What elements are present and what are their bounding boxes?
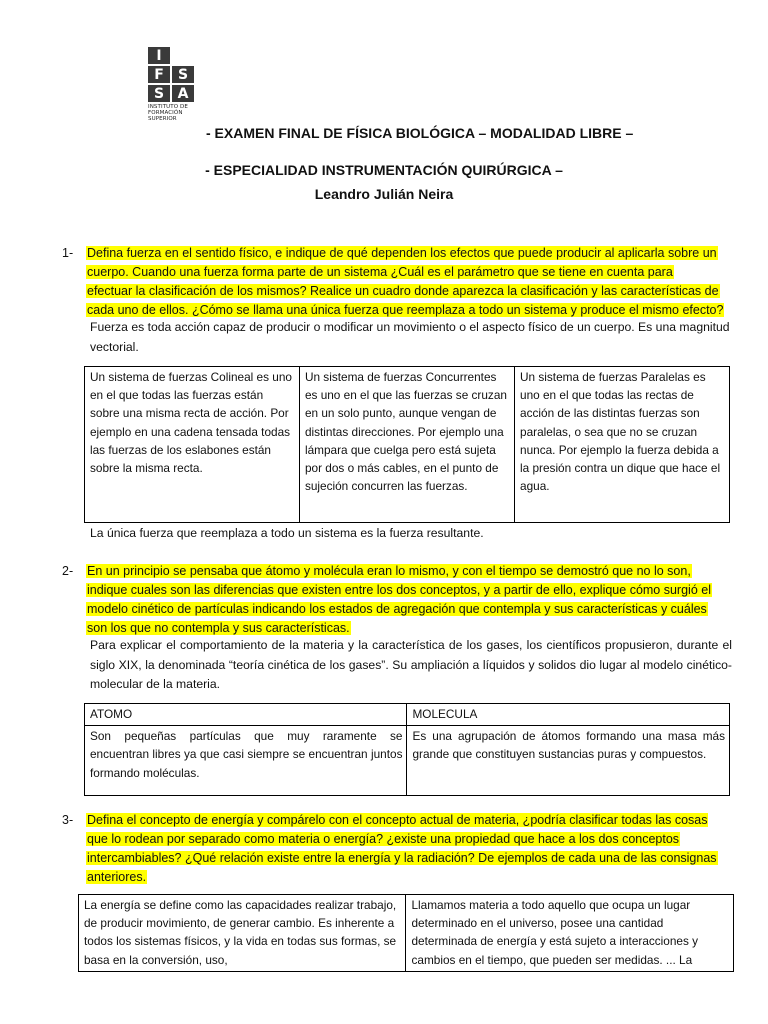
table-cell-atomo: Son pequeñas partículas que muy raramente se encuentran libres ya que casi siempre se encuentran juntos formando moléculas.: [85, 726, 407, 796]
logo-letter: A: [172, 85, 194, 102]
question-number: 3-: [62, 813, 74, 827]
answer-1-intro: Fuerza es toda acción capaz de producir o modificar un movimiento o el aspecto físico de un cuerpo. Es una magnitud vectorial.: [90, 320, 730, 354]
table-cell-materia: Llamamos materia a todo aquello que ocupa un lugar determinado en el universo, posee una cantidad determinada de energía y está sujeto a interacciones y cambios en el tiempo, que pueden ser medidas. ... La: [406, 895, 734, 972]
atom-molecule-table: [84, 703, 730, 796]
logo-letter: F: [148, 66, 170, 83]
table-cell-colineal: Un sistema de fuerzas Colineal es uno en el que todas las fuerzas están sobre una misma recta de acción. Por ejemplo en una cadena tensada todas las fuerzas de los eslabones están sobre la misma recta.: [85, 367, 300, 523]
question-2: [62, 562, 742, 638]
answer-1-outro: La única fuerza que reemplaza a todo un sistema es la fuerza resultante.: [90, 526, 484, 540]
question-number: 2-: [62, 564, 74, 578]
answer-2-intro: Para explicar el comportamiento de la materia y la característica de los gases, los científicos propusieron, durante el siglo XIX, la denominada “teoría cinética de los gases”. Su ampliación a líquidos y solidos dio lugar al modelo cinético-molecular de la materia.: [90, 638, 732, 691]
logo-letter: I: [148, 47, 170, 64]
question-1: [62, 244, 742, 320]
table-cell-energia: La energía se define como las capacidades realizar trabajo, de producir movimiento, de generar cambio. Es inherente a todos los sistemas físicos, y la vida en todas sus formas, se basa en la conversión, uso,: [79, 895, 406, 972]
table-cell-concurrentes: Un sistema de fuerzas Concurrentes es uno en el que las fuerzas se cruzan en un solo punto, aunque vengan de distintas direcciones. Por ejemplo una lámpara que cuelga pero está sujeta por dos o más cables, en el punto de sujeción concurren las fuerzas.: [299, 367, 514, 523]
logo-letter: S: [148, 85, 170, 102]
specialty-title: - ESPECIALIDAD INSTRUMENTACIÓN QUIRÚRGICA –: [205, 162, 563, 178]
logo-subtitle: INSTITUTO DE FORMACIÓN SUPERIOR: [148, 104, 188, 122]
ifssa-logo: [148, 47, 200, 122]
forces-table: [84, 366, 730, 523]
logo-letter: S: [172, 66, 194, 83]
table-cell-molecula: Es una agrupación de átomos formando una masa más grande que constituyen sustancias puras y compuestos.: [407, 726, 730, 796]
table-cell-paralelas: Un sistema de fuerzas Paralelas es uno en el que todas las rectas de acción de las distintas fuerzas son paralelas, o sea que no se cruzan nunca. Por ejemplo la fuerza debida a la presión contra un dique que hace el agua.: [515, 367, 730, 523]
question-text: Defina fuerza en el sentido físico, e indique de qué dependen los efectos que puede producir al aplicarla sobre un cuerpo. Cuando una fuerza forma parte de un sistema ¿Cuál es el parámetro que se tiene en cuenta para efectuar la clasificación de los mismos? Realice un cuadro donde aparezca la clasificación y las características de cada uno de ellos. ¿Cómo se llama una única fuerza que reemplaza a todo un sistema y produce el mismo efecto?: [87, 246, 724, 317]
exam-title: - EXAMEN FINAL DE FÍSICA BIOLÓGICA – MODALIDAD LIBRE –: [206, 125, 634, 141]
table-header-molecula: MOLECULA: [407, 704, 730, 726]
question-text: En un principio se pensaba que átomo y molécula eran lo mismo, y con el tiempo se demostró que no lo son, indique cuales son las diferencias que existen entre los dos conceptos, y a partir de ello, explique cómo surgió el modelo cinético de partículas indicando los estados de agregación que contempla y sus características y cuáles son los que no contempla y sus características.: [87, 564, 711, 635]
author-name: Leandro Julián Neira: [314, 186, 454, 202]
question-number: 1-: [62, 246, 74, 260]
energy-matter-table: [78, 894, 734, 972]
question-3: [62, 811, 742, 887]
table-header-atomo: ATOMO: [85, 704, 407, 726]
question-text: Defina el concepto de energía y compárelo con el concepto actual de materia, ¿podría clasificar todas las cosas que lo rodean por separado como materia o energía? ¿existe una propiedad que hace a los dos conceptos intercambiables? ¿Qué relación existe entre la energía y la radiación? De ejemplos de cada una de las consignas anteriores.: [87, 813, 717, 884]
